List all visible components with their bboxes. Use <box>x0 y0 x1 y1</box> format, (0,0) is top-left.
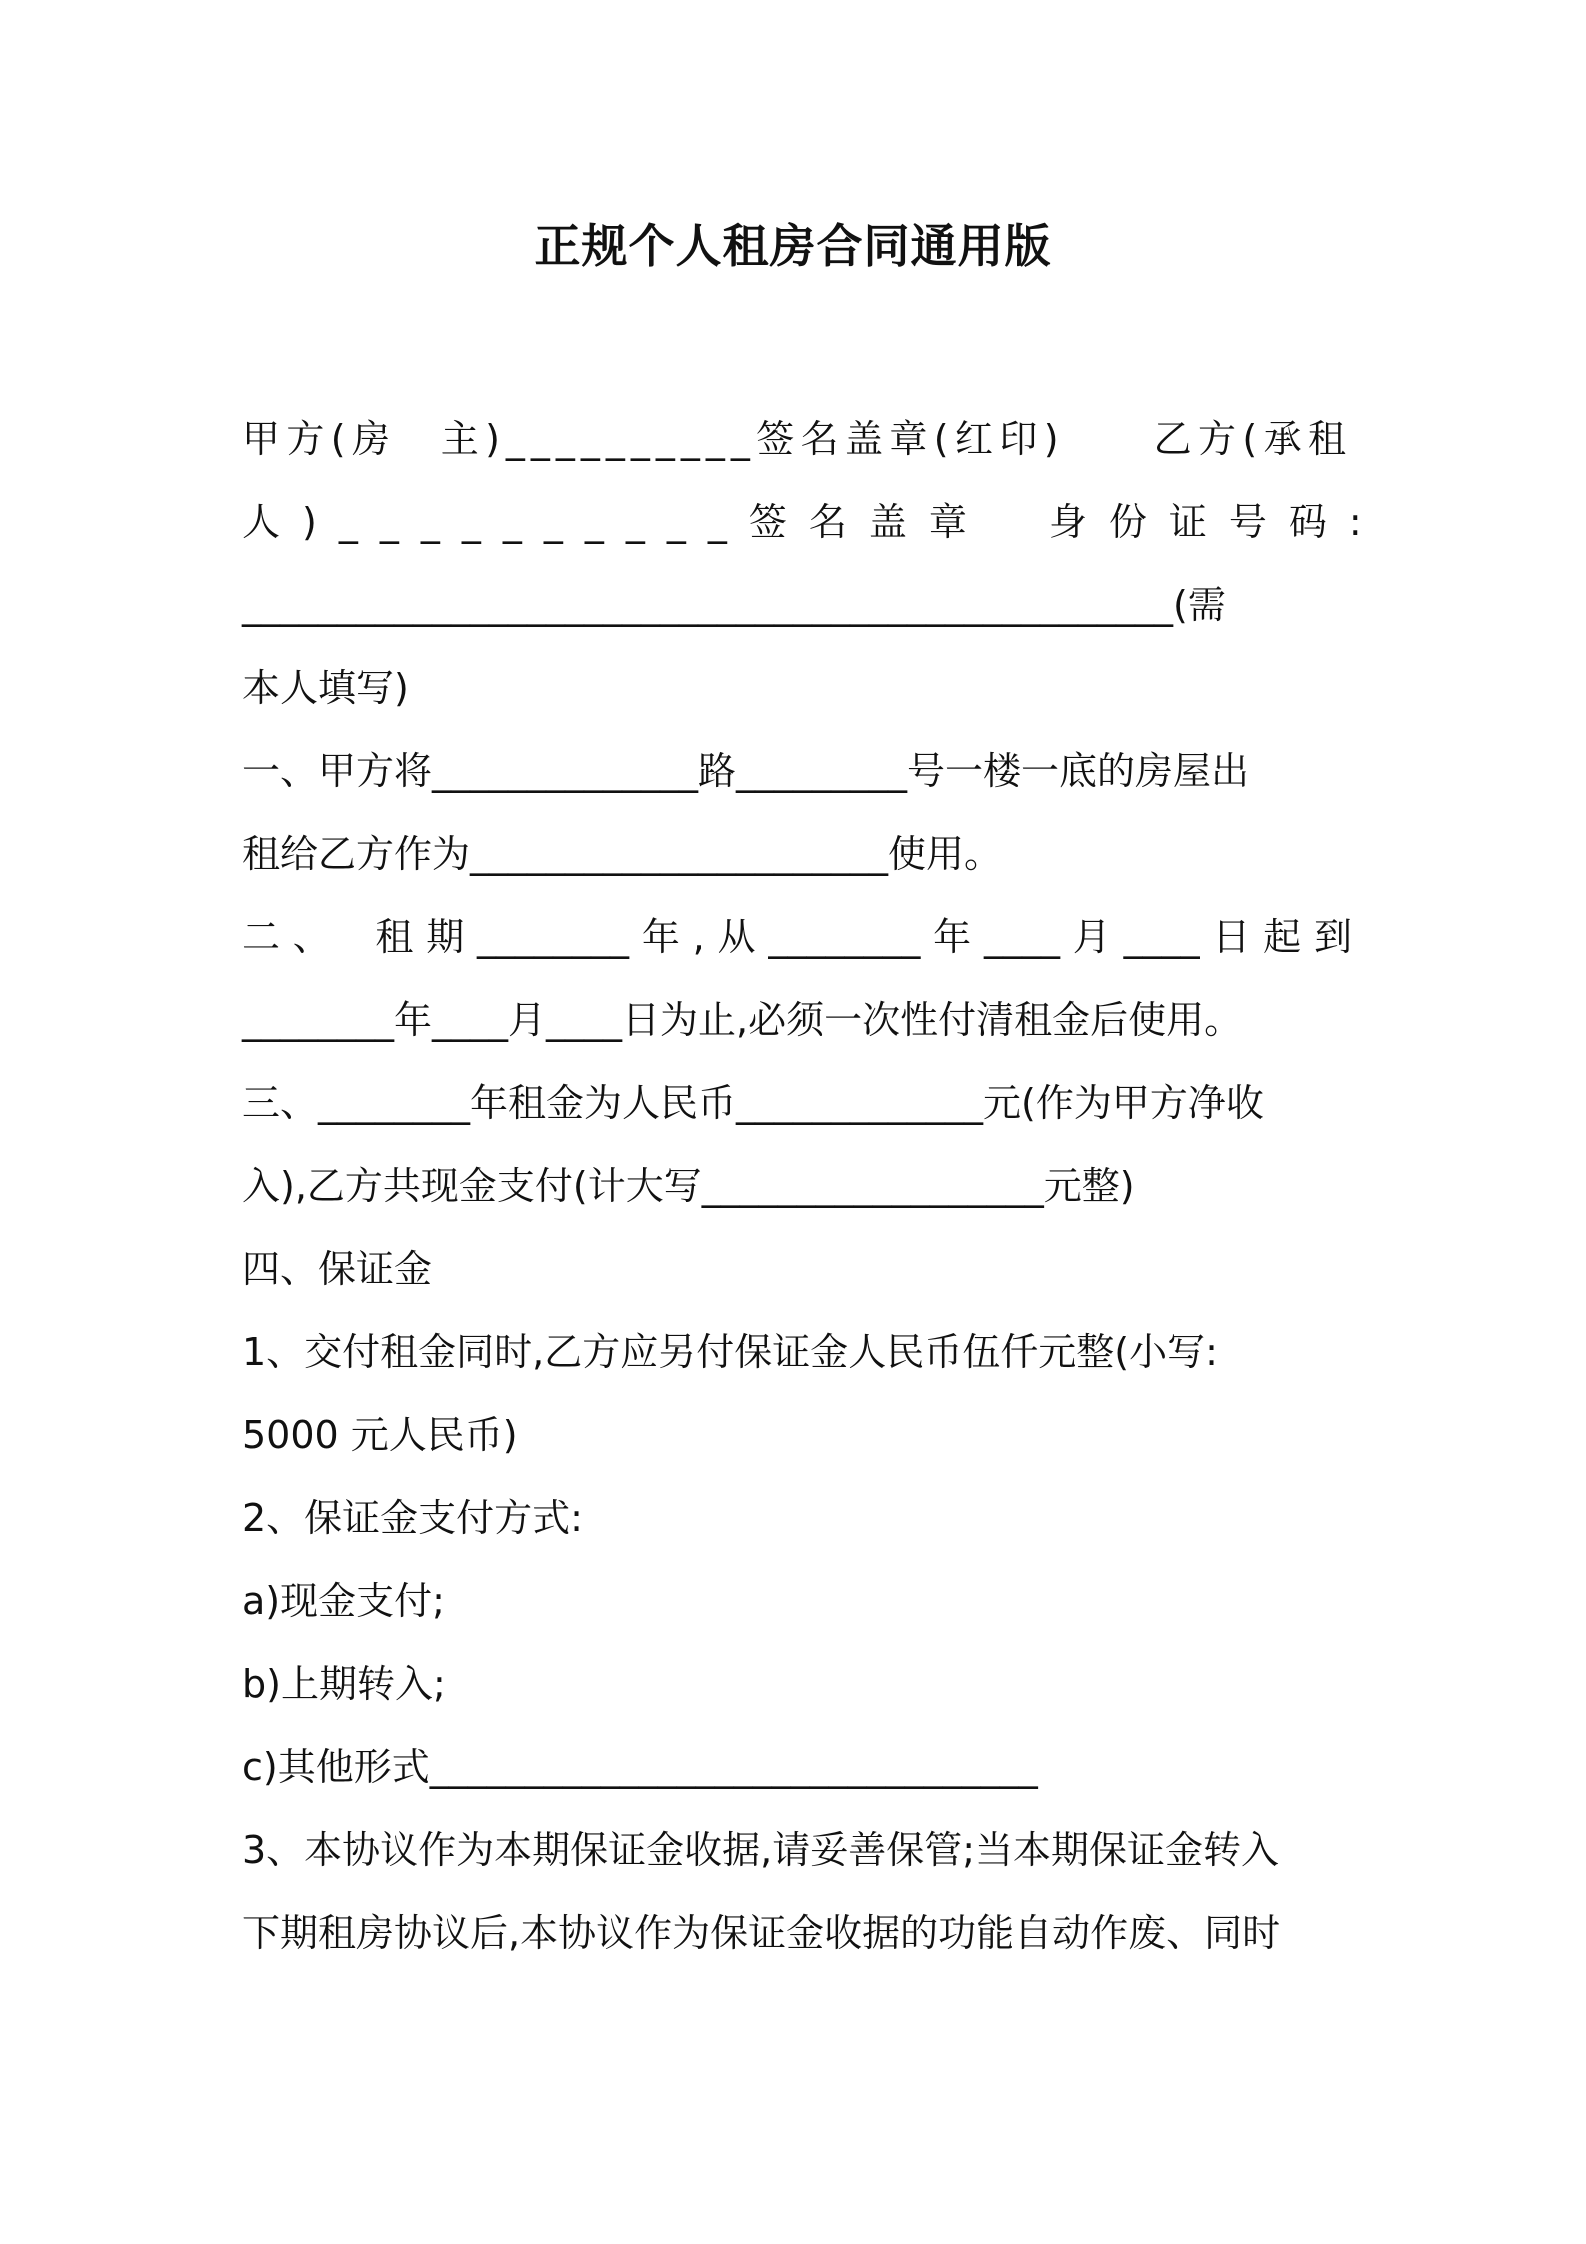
text-line-option-a: a)现金支付; <box>242 1579 445 1623</box>
text-line-party-b: 人)__________签名盖章 身份证号码: <box>242 500 1384 544</box>
text-line-option-b: b)上期转入; <box>242 1662 446 1706</box>
text-line-clause-3-cont: 入),乙方共现金支付(计大写__________________元整) <box>242 1164 1135 1208</box>
text-line-deposit-3: 3、本协议作为本期保证金收据,请妥善保管;当本期保证金转入 <box>242 1828 1280 1872</box>
text-line-clause-1: 一、甲方将______________路_________号一楼一底的房屋出 <box>242 749 1250 793</box>
text-line-deposit-1: 1、交付租金同时,乙方应另付保证金人民币伍仟元整(小写: <box>242 1330 1218 1374</box>
text-line-self-fill: 本人填写) <box>242 666 409 710</box>
text-line-clause-2: 二、 租期________年,从________年____月____日起到 <box>242 915 1352 959</box>
text-line-deposit-3-cont: 下期租房协议后,本协议作为保证金收据的功能自动作废、同时 <box>242 1911 1281 1955</box>
text-line-clause-4-heading: 四、保证金 <box>242 1247 433 1291</box>
text-line-deposit-1-cont: 5000 元人民币) <box>242 1413 518 1457</box>
text-line-id-number: _________________________________________________(需 <box>242 583 1226 627</box>
text-line-option-c: c)其他形式________________________________ <box>242 1745 1038 1789</box>
text-line-party-a: 甲方(房 主)__________签名盖章(红印) 乙方(承租 <box>242 417 1352 461</box>
document-title: 正规个人租房合同通用版 <box>534 219 1052 273</box>
text-line-clause-1-cont: 租给乙方作为______________________使用。 <box>242 832 1003 876</box>
text-line-clause-3: 三、________年租金为人民币_____________元(作为甲方净收 <box>242 1081 1264 1125</box>
text-line-deposit-2: 2、保证金支付方式: <box>242 1496 583 1540</box>
text-line-clause-2-cont: ________年____月____日为止,必须一次性付清租金后使用。 <box>242 998 1243 1042</box>
document-body <box>242 398 1384 1975</box>
